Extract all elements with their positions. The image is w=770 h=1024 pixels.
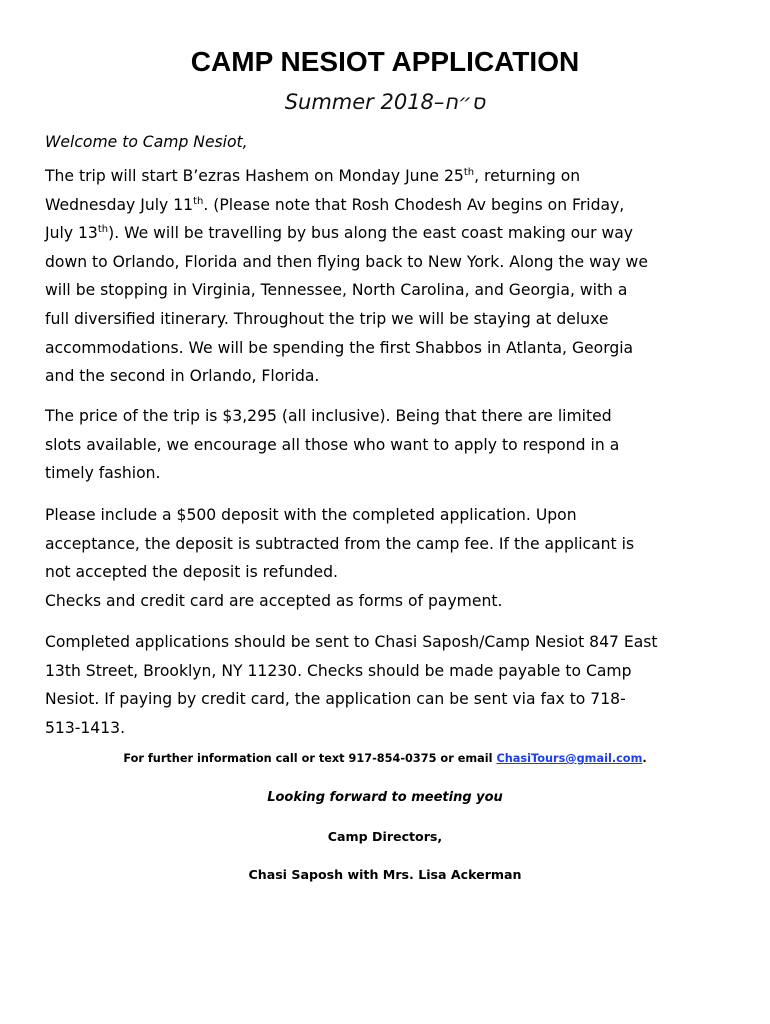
paragraph-line: down to Orlando, Florida and then flying back to New York. Along the way we [45, 252, 648, 271]
paragraph-deposit [45, 501, 735, 615]
paragraph-line: Nesiot. If paying by credit card, the application can be sent via fax to 718- [45, 690, 626, 709]
paragraph-line: 13th Street, Brooklyn, NY 11230. Checks should be made payable to Camp [45, 661, 632, 680]
contact-prefix: For further information call or text 917-854-0375 or email [123, 752, 497, 765]
paragraph-line: Please include a $500 deposit with the completed application. Upon [45, 506, 577, 524]
email-link[interactable]: ChasiTours@gmail.com [496, 752, 643, 765]
contact-info [0, 752, 770, 765]
paragraph-trip-details [45, 162, 735, 391]
paragraph-line: and the second in Orlando, Florida. [45, 367, 320, 386]
paragraph-line: The price of the trip is $3,295 (all inclusive). Being that there are limited [45, 407, 612, 425]
signature-title: Camp Directors, [327, 829, 443, 844]
paragraph-line: Completed applications should be sent to Chasi Saposh/Camp Nesiot 847 East [45, 633, 658, 651]
paragraph-line: The trip will start B’ezras Hashem on Monday June 25th, returning on [45, 167, 581, 185]
paragraph-line: full diversified itinerary. Throughout the trip we will be staying at deluxe [45, 309, 609, 328]
paragraph-line: Wednesday July 11th. (Please note that Rosh Chodesh Av begins on Friday, [45, 195, 625, 214]
greeting: Welcome to Camp Nesiot, [45, 133, 248, 151]
page-title: CAMP NESIOT APPLICATION [190, 46, 580, 77]
signature-names: Chasi Saposh with Mrs. Lisa Ackerman [248, 867, 522, 882]
paragraph-line: will be stopping in Virginia, Tennessee, North Carolina, and Georgia, with a [45, 281, 628, 300]
paragraph-line: 513-1413. [45, 718, 126, 737]
paragraph-price [45, 402, 735, 488]
closing-line: Looking forward to meeting you [267, 790, 503, 805]
paragraph-line: accommodations. We will be spending the first Shabbos in Atlanta, Georgia [45, 338, 634, 357]
paragraph-line: slots available, we encourage all those who want to apply to respond in a [45, 435, 620, 454]
paragraph-submission [45, 628, 735, 742]
contact-suffix: . [642, 752, 647, 765]
page-subtitle: Summer 2018–ס״ח [284, 90, 486, 114]
paragraph-line: July 13th). We will be travelling by bus along the east coast making our way [45, 224, 634, 243]
paragraph-line: acceptance, the deposit is subtracted from the camp fee. If the applicant is [45, 534, 635, 553]
paragraph-line: Checks and credit card are accepted as forms of payment. [45, 591, 503, 610]
paragraph-line: timely fashion. [45, 464, 161, 483]
paragraph-line: not accepted the deposit is refunded. [45, 563, 338, 582]
